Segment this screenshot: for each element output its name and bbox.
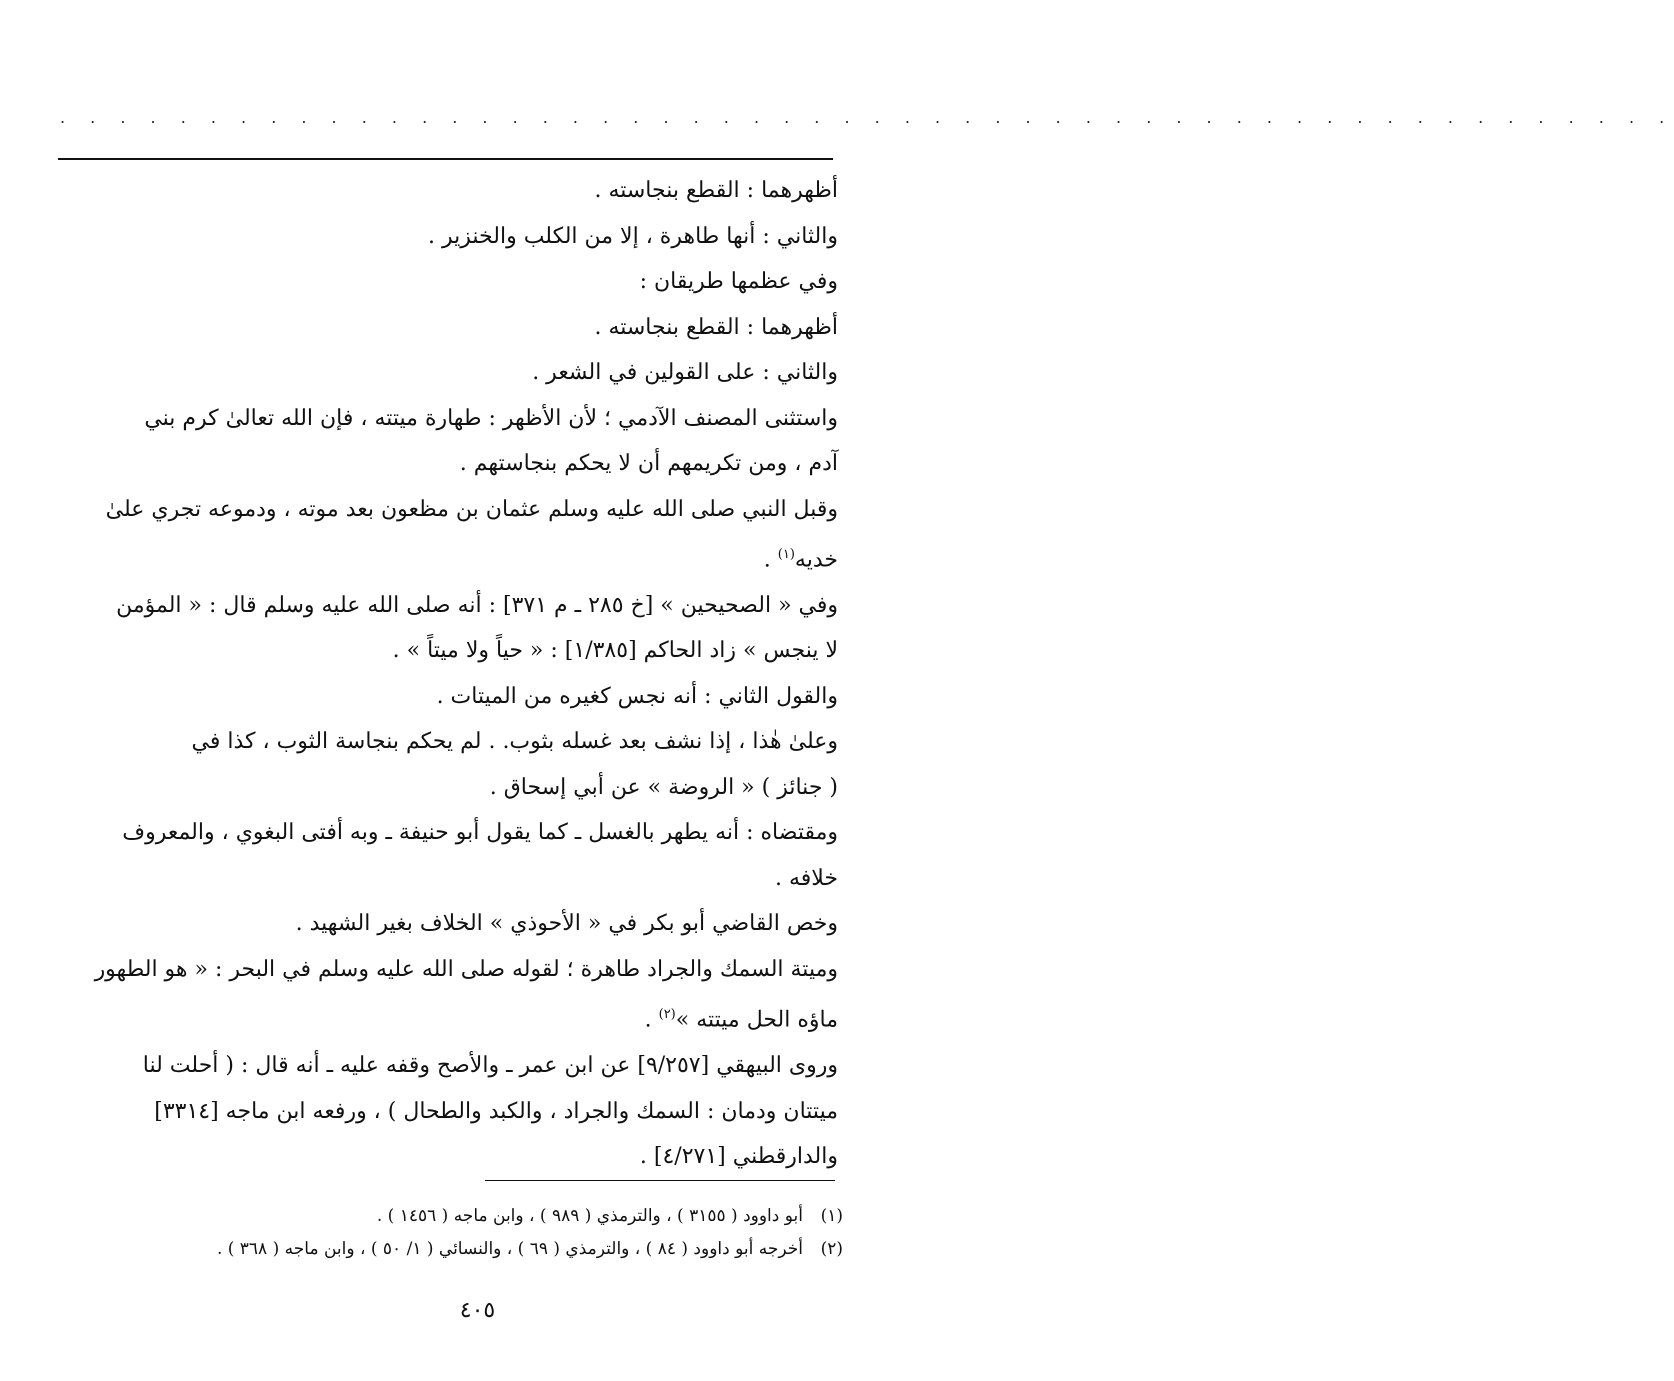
footnote-number: (٢) bbox=[820, 1239, 843, 1259]
paragraph bbox=[58, 810, 838, 901]
text-line: والقول الثاني : أنه نجس كغيره من الميتات . bbox=[436, 683, 838, 709]
paragraph bbox=[58, 583, 838, 674]
paragraph bbox=[58, 168, 838, 214]
text-line: خلافه . bbox=[774, 865, 838, 891]
text-line: وفي عظمها طريقان : bbox=[639, 269, 838, 294]
text-line: والدارقطني [٤/٢٧١] . bbox=[639, 1144, 838, 1170]
text-line: لا ينجس » زاد الحاكم [١/٣٨٥] : « حياً ولا ميتاً » . bbox=[392, 638, 838, 664]
text-line: وقبل النبي صلى الله عليه وسلم عثمان بن مظعون بعد موته ، ودموعه تجري علىٰ bbox=[105, 496, 838, 522]
text-line: ( جنائز ) « الروضة » عن أبي إسحاق . bbox=[489, 774, 838, 800]
paragraph bbox=[58, 901, 838, 947]
page-number: ٤٠٥ bbox=[459, 1298, 496, 1323]
text-line: أظهرهما : القطع بنجاسته . bbox=[594, 178, 838, 203]
text-line: آدم ، ومن تكريمهم أن لا يحكم بنجاستهم . bbox=[459, 451, 838, 476]
text-line: وخص القاضي أبو بكر في « الأحوذي » الخلاف بغير الشهيد . bbox=[295, 911, 838, 937]
header-rule bbox=[58, 158, 833, 160]
paragraph bbox=[58, 947, 838, 1043]
paragraph bbox=[58, 350, 838, 396]
text-line: واستثنى المصنف الآدمي ؛ لأن الأظهر : طهارة ميتته ، فإن الله تعالىٰ كرم بني bbox=[144, 405, 838, 431]
paragraph bbox=[58, 487, 838, 583]
footnotes bbox=[58, 1200, 843, 1266]
text-line: والثاني : على القولين في الشعر . bbox=[532, 360, 838, 385]
text-line bbox=[58, 532, 838, 583]
footnote-mark: (٢) bbox=[658, 1007, 676, 1023]
text-line: وعلىٰ هٰذا ، إذا نشف بعد غسله بثوب. . لم يحكم بنجاسة الثوب ، كذا في bbox=[191, 729, 838, 755]
footnote-number: (١) bbox=[820, 1206, 843, 1226]
text-fragment: ماؤه الحل ميتته » bbox=[675, 1007, 838, 1033]
text-line bbox=[58, 992, 838, 1043]
paragraph bbox=[58, 719, 838, 810]
footnote-text: أبو داوود ( ٣١٥٥ ) ، والترمذي ( ٩٨٩ ) ، وابن ماجه ( ١٤٥٦ ) . bbox=[376, 1206, 803, 1226]
text-fragment: . bbox=[763, 547, 778, 573]
footnote bbox=[58, 1233, 843, 1266]
paragraph bbox=[58, 674, 838, 720]
text-line: ميتتان ودمان : السمك والجراد ، والكبد والطحال ) ، ورفعه ابن ماجه [٣٣١٤] bbox=[154, 1098, 838, 1124]
main-text bbox=[58, 168, 838, 1180]
text-line: والثاني : أنها طاهرة ، إلا من الكلب والخنزير . bbox=[428, 223, 838, 249]
paragraph bbox=[58, 396, 838, 487]
footnote-text: أخرجه أبو داوود ( ٨٤ ) ، والترمذي ( ٦٩ ) ، والنسائي ( ١/ ٥٠ ) ، وابن ماجه ( ٣٦٨ ) . bbox=[216, 1239, 803, 1259]
paragraph bbox=[58, 214, 838, 260]
text-line: وميتة السمك والجراد طاهرة ؛ لقوله صلى الله عليه وسلم في البحر : « هو الطهور bbox=[94, 956, 838, 982]
text-fragment: . bbox=[644, 1007, 659, 1033]
paragraph bbox=[58, 305, 838, 351]
text-line: وروى البيهقي [٩/٢٥٧] عن ابن عمر ـ والأصح وقفه عليه ـ أنه قال : ( أحلت لنا bbox=[142, 1053, 838, 1079]
paragraph bbox=[58, 1043, 838, 1180]
footnote-mark: (١) bbox=[777, 547, 795, 562]
text-line: أظهرهما : القطع بنجاسته . bbox=[594, 314, 838, 340]
text-line: ومقتضاه : أنه يطهر بالغسل ـ كما يقول أبو حنيفة ـ وبه أفتى البغوي ، والمعروف bbox=[122, 820, 838, 846]
text-fragment: خديه bbox=[794, 547, 838, 573]
header-dots: . . . . . . . . . . . . . . . . . . . . . . . . . . . . . . . . . . . . . . . . . . . . . . . . . . . . . . bbox=[60, 108, 1674, 127]
text-line: وفي « الصحيحين » [خ ٢٨٥ ـ م ٣٧١] : أنه صلى الله عليه وسلم قال : « المؤمن bbox=[116, 592, 838, 618]
paragraph bbox=[58, 259, 838, 305]
footnote bbox=[58, 1200, 843, 1233]
footnote-rule bbox=[485, 1180, 835, 1181]
